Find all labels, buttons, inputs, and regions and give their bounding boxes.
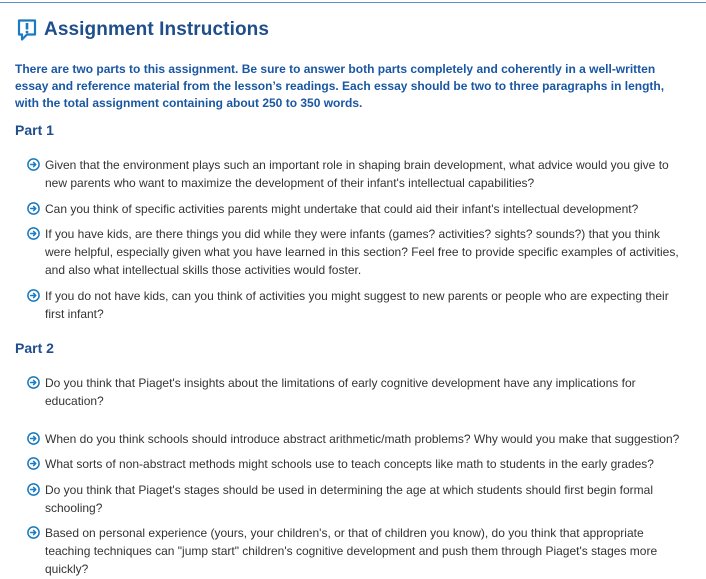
question-item xyxy=(27,455,687,473)
top-divider xyxy=(0,2,706,3)
question-text: Do you think that Piaget's stages should be used in determining the age at which students should first begin formal schooling? xyxy=(45,483,653,515)
arrow-circle-right-icon xyxy=(27,457,40,470)
part-2-heading: Part 2 xyxy=(15,340,54,356)
question-item xyxy=(27,200,687,218)
question-item xyxy=(27,524,687,578)
question-item xyxy=(27,287,687,323)
arrow-circle-right-icon xyxy=(27,432,40,445)
arrow-circle-right-icon xyxy=(27,483,40,496)
question-text: When do you think schools should introduce abstract arithmetic/math problems? Why would you make that suggestion? xyxy=(45,432,680,446)
arrow-circle-right-icon xyxy=(27,289,40,302)
question-text: If you do not have kids, can you think of activities you might suggest to new parents or people who are expecting their first infant? xyxy=(45,289,669,321)
question-item xyxy=(27,481,687,517)
question-text: Can you think of specific activities parents might undertake that could aid their infant's intellectual development? xyxy=(45,202,639,216)
question-text: What sorts of non-abstract methods might schools use to teach concepts like math to students in the early grades? xyxy=(45,457,654,471)
exclamation-document-icon xyxy=(17,19,37,41)
question-item xyxy=(27,374,687,410)
question-text: Do you think that Piaget's insights about the limitations of early cognitive development have any implications for education? xyxy=(45,376,636,408)
question-text: Based on personal experience (yours, your children's, or that of children you know), do you think that appropriate teaching techniques can "jump start" children's cognitive development and push them through Piaget's stages more quickly? xyxy=(45,526,658,576)
question-item xyxy=(27,430,687,448)
question-item xyxy=(27,225,687,279)
page-title: Assignment Instructions xyxy=(44,19,270,40)
question-text: If you have kids, are there things you did while they were infants (games? activities? sights? sounds?) that you think were helpful, especially given what you have learned in this section? Feel free to provide specific examples of activities, and also what intellectual skills those activities would foster. xyxy=(45,227,679,277)
intro-text: There are two parts to this assignment. Be sure to answer both parts completely and coherently in a well-written essay and reference material from the lesson’s readings. Each essay should be two to three paragraphs in length, with the total assignment containing about 250 to 350 words. xyxy=(15,62,665,110)
arrow-circle-right-icon xyxy=(27,202,40,215)
arrow-circle-right-icon xyxy=(27,376,40,389)
part-1-heading: Part 1 xyxy=(15,122,54,138)
arrow-circle-right-icon xyxy=(27,227,40,240)
page-header xyxy=(17,19,269,41)
question-item xyxy=(27,156,687,192)
arrow-circle-right-icon xyxy=(27,158,40,171)
question-text: Given that the environment plays such an important role in shaping brain development, what advice would you give to new parents who want to maximize the development of their infant's intellectual capabilities? xyxy=(45,158,669,190)
arrow-circle-right-icon xyxy=(27,526,40,539)
